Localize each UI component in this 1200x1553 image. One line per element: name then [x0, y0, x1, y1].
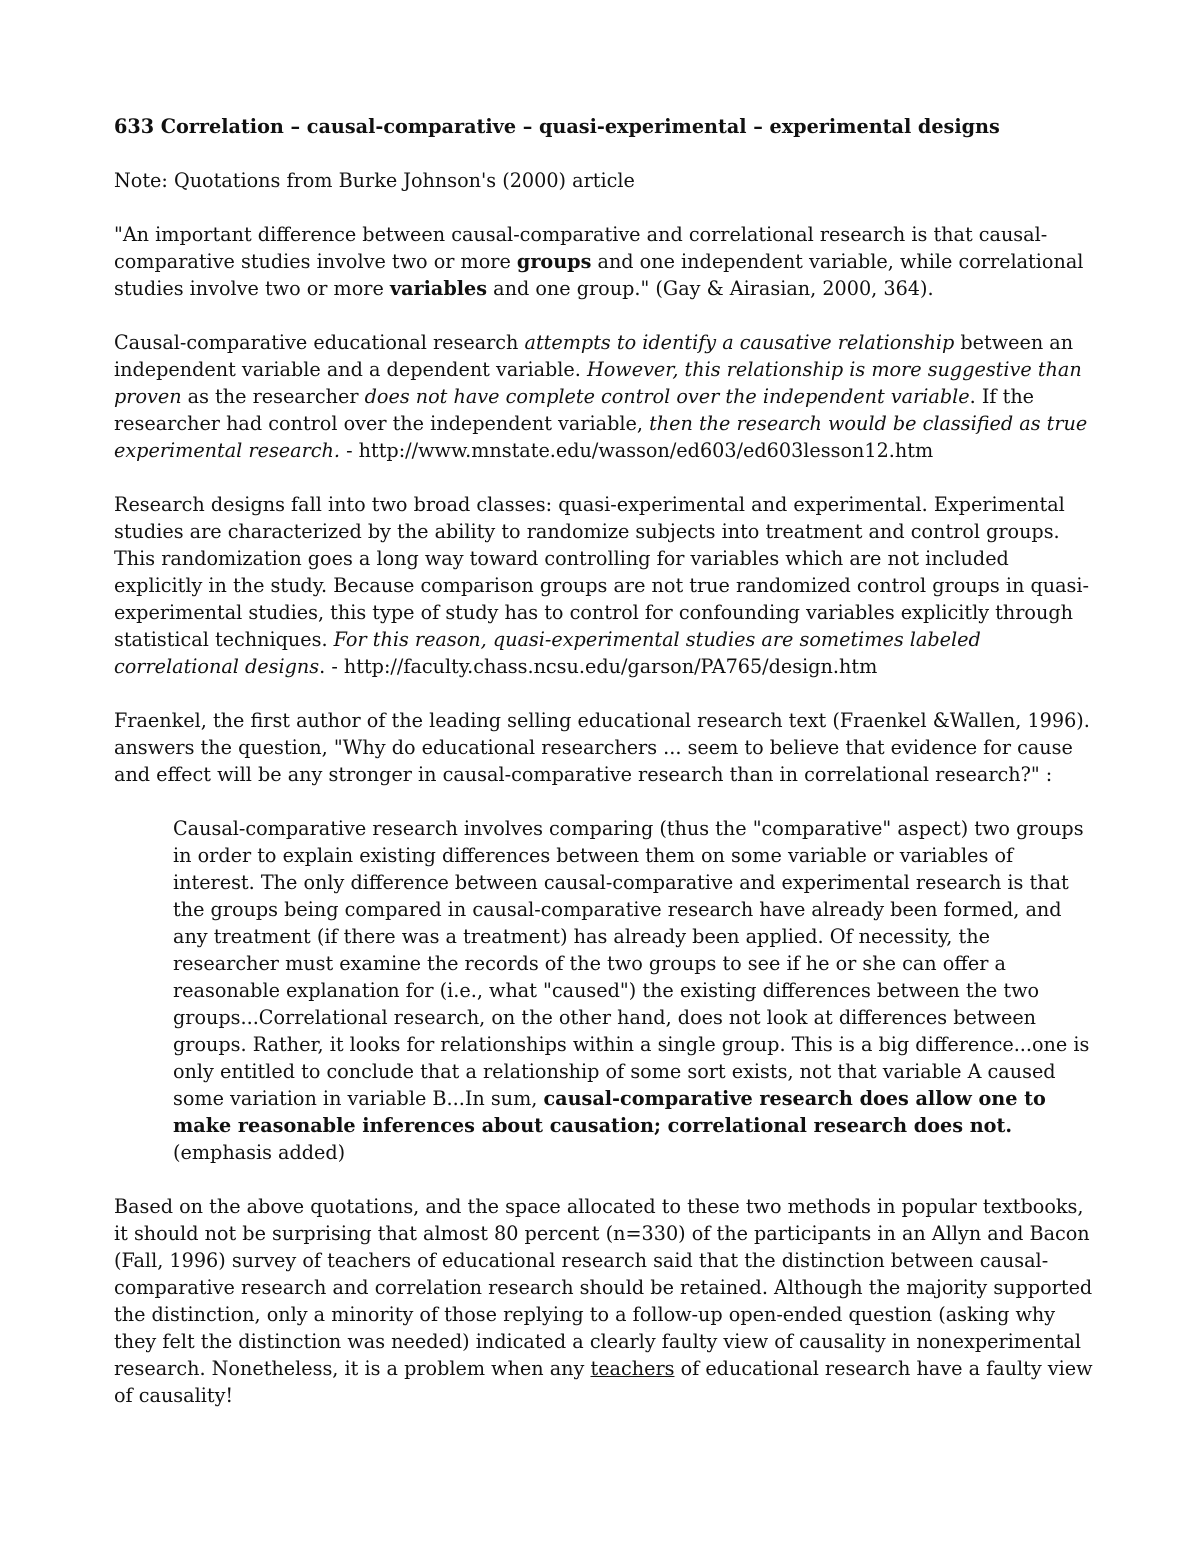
paragraph-fraenkel: Fraenkel, the first author of the leading selling educational research text (Fraenkel &Wallen, 1996). answers the question, "Why do educational researchers ... seem to believe that evidence for cause and effect will be any stronger in causal-comparative research than in correlational research?" : [114, 709, 1090, 786]
text-run: Causal-comparative educational research [114, 331, 525, 354]
italic-run: attempts to identify a causative relationship [524, 331, 955, 354]
note-line: Note: Quotations from Burke Johnson's (2000) article [114, 169, 635, 192]
text-run: of educational research have a faulty view of causality! [114, 1357, 1093, 1407]
paragraph-survey [114, 1193, 1094, 1409]
paragraph-research-designs [114, 491, 1094, 680]
text-run: Based on the above quotations, and the space allocated to these two methods in popular textbooks, it should not be surprising that almost 80 percent (n=330) of the participants in an Allyn and Bacon (Fall, 1996) survey of teachers of educational research said that the distinction between causal-comparative research and correlation research should be retained. Although the majority supported the distinction, only a minority of those replying to a follow-up open-ended question (asking why they felt the distinction was needed) indicated a clearly faulty view of causality in nonexperimental research. Nonetheless, it is a problem when any [114, 1195, 1093, 1380]
document-body [114, 113, 1094, 1436]
emphasis-variables: variables [389, 277, 488, 300]
text-run: and one independent variable, while correlational studies involve two or more [114, 250, 1084, 300]
text-run: and one group." (Gay & Airasian, 2000, 364). [487, 277, 934, 300]
source-url-ncsu: . - http://faculty.chass.ncsu.edu/garson/PA765/design.htm [319, 655, 878, 678]
italic-run: does not have complete control over the independent variable [364, 385, 970, 408]
italic-run: then the research would be classified as true experimental research. [114, 412, 1088, 462]
emphasis-conclusion: causal-comparative research does allow one to make reasonable inferences about causation; correlational research does not. [173, 1087, 1046, 1137]
underlined-teachers: teachers [590, 1357, 675, 1380]
paragraph-gay-airasian-quote [114, 221, 1094, 302]
text-run: as the researcher [181, 385, 365, 408]
block-quote [173, 815, 1090, 1166]
italic-run: For this reason, quasi-experimental studies are sometimes labeled correlational designs [114, 628, 981, 678]
paragraph-causal-comparative [114, 329, 1094, 464]
emphasis-groups: groups [516, 250, 592, 273]
text-run: Research designs fall into two broad classes: quasi-experimental and experimental. Experimental studies are characterized by the ability to randomize subjects into treatment and control groups. This randomization goes a long way toward controlling for variables which are not included explicitly in the study. Because comparison groups are not true randomized control groups in quasi-experimental studies, this type of study has to control for confounding variables explicitly through statistical techniques. [114, 493, 1089, 651]
text-run: (emphasis added) [173, 1141, 346, 1164]
source-url-mnstate: - http://www.mnstate.edu/wasson/ed603/ed603lesson12.htm [339, 439, 934, 462]
italic-run: However, this relationship is more suggestive than proven [114, 358, 1082, 408]
text-run: between an independent variable and a dependent variable. [114, 331, 1074, 381]
text-run: . If the researcher had control over the independent variable, [114, 385, 1035, 435]
text-run: "An important difference between causal-comparative and correlational research is that causal-comparative studies involve two or more [114, 223, 1048, 273]
document-title: 633 Correlation – causal-comparative – quasi-experimental – experimental designs [114, 115, 1000, 138]
text-run: Causal-comparative research involves comparing (thus the "comparative" aspect) two groups in order to explain existing differences between them on some variable or variables of interest. The only difference between causal-comparative and experimental research is that the groups being compared in causal-comparative research have already been formed, and any treatment (if there was a treatment) has already been applied. Of necessity, the researcher must examine the records of the two groups to see if he or she can offer a reasonable explanation for (i.e., what "caused") the existing differences between the two groups...Correlational research, on the other hand, does not look at differences between groups. Rather, it looks for relationships within a single group. This is a big difference...one is only entitled to conclude that a relationship of some sort exists, not that variable A caused some variation in variable B...In sum, [173, 817, 1090, 1110]
